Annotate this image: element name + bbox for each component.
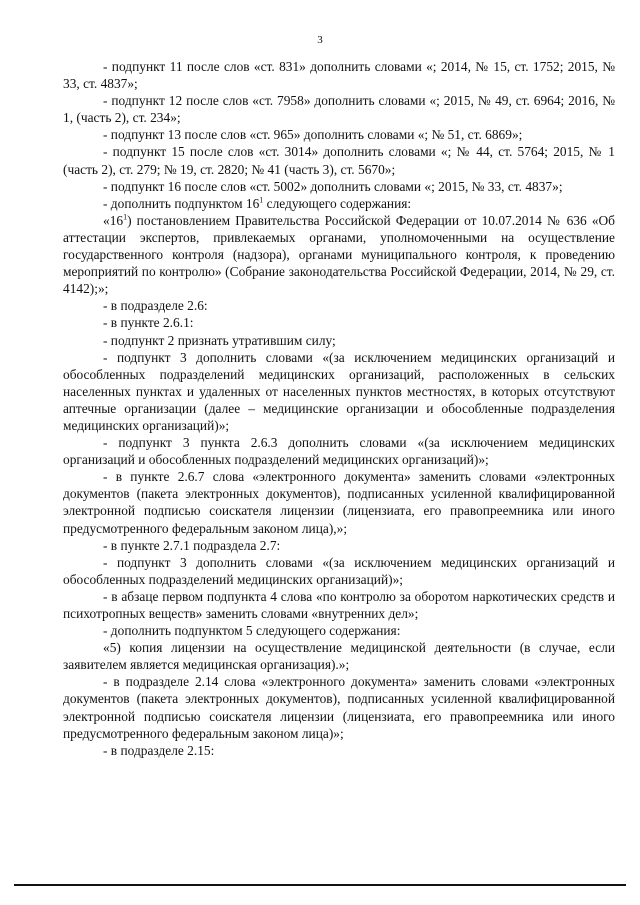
bottom-divider <box>14 884 626 886</box>
paragraph: - дополнить подпунктом $16^1$ следующего содержания: <box>103 195 412 211</box>
paragraph: - подпункт 3 пункта 2.6.3 дополнить словами «(за исключением медицинских организаций и обособленных подразделений медицинских организаций)»; <box>63 435 615 468</box>
paragraph: - в абзаце первом подпункта 4 слова «по контролю за оборотом наркотических средств и психотропных веществ» заменить словами «внутренних дел»; <box>63 588 615 621</box>
paragraph: - подпункт 16 после слов «ст. 5002» дополнить словами «; 2015, № 33, ст. 4837»; <box>103 178 563 194</box>
quoted-paragraph: «5) копия лицензии на осуществление медицинской деятельности (в случае, если заявителем является медицинская организация).»; <box>63 640 615 673</box>
page-number: 3 <box>317 34 323 46</box>
paragraph: - подпункт 3 дополнить словами «(за исключением медицинских организаций и обособленных подразделений медицинских организаций, расположенных в сельских населенных пунктах и удаленных от населенных пунктов местностях, в которых отсутствуют аптечные организации (далее – медицинские организации и обособленные подразделения медицинских организаций)»; <box>63 349 615 433</box>
paragraph: - в пункте 2.6.1: <box>103 315 194 331</box>
paragraph: - подпункт 2 признать утратившим силу; <box>103 332 336 348</box>
paragraph: - подпункт 12 после слов «ст. 7958» дополнить словами «; 2015, № 49, ст. 6964; 2016, № 1, (часть 2), ст. 234»; <box>63 93 615 126</box>
paragraph: - в подразделе 2.14 слова «электронного документа» заменить словами «электронных документов (пакета электронных документов), подписанных усиленной квалифицированной электронной подписью соискателя лицензии (лицензиата, его правопреемника или иного предусмотренного федеральным законом лица)»; <box>63 674 615 741</box>
paragraph: - подпункт 11 после слов «ст. 831» дополнить словами «; 2014, № 15, ст. 1752; 2015, № 33, ст. 4837»; <box>63 59 615 92</box>
quoted-paragraph: «$16^1$) постановлением Правительства Российской Федерации от 10.07.2014 № 636 «Об аттестации экспертов, привлекаемых органами, уполномоченными на осуществление государственного контроля (надзора), органами муниципального контроля, к проведению мероприятий по контролю» (Собрание законодательства Российской Федерации, 2014, № 29, ст. 4142);»; <box>63 212 615 297</box>
paragraph: - дополнить подпунктом 5 следующего содержания: <box>103 623 401 639</box>
paragraph: - в подразделе 2.6: <box>103 298 208 314</box>
paragraph: - подпункт 13 после слов «ст. 965» дополнить словами «; № 51, ст. 6869»; <box>103 127 523 143</box>
paragraph: - в пункте 2.7.1 подраздела 2.7: <box>103 537 281 553</box>
document-body <box>63 58 615 759</box>
paragraph: - в пункте 2.6.7 слова «электронного документа» заменить словами «электронных документов (пакета электронных документов), подписанных усиленной квалифицированной электронной подписью соискателя лицензии (лицензиата, его правопреемника или иного предусмотренного федеральным законом лица),»; <box>63 469 615 536</box>
paragraph: - подпункт 3 дополнить словами «(за исключением медицинских организаций и обособленных подразделений медицинских организаций)»; <box>63 554 615 587</box>
paragraph: - в подразделе 2.15: <box>103 742 215 758</box>
paragraph: - подпункт 15 после слов «ст. 3014» дополнить словами «; № 44, ст. 5764; 2015, № 1 (часть 2), ст. 279; № 19, ст. 2820; № 41 (часть 3), ст. 5670»; <box>63 144 615 177</box>
